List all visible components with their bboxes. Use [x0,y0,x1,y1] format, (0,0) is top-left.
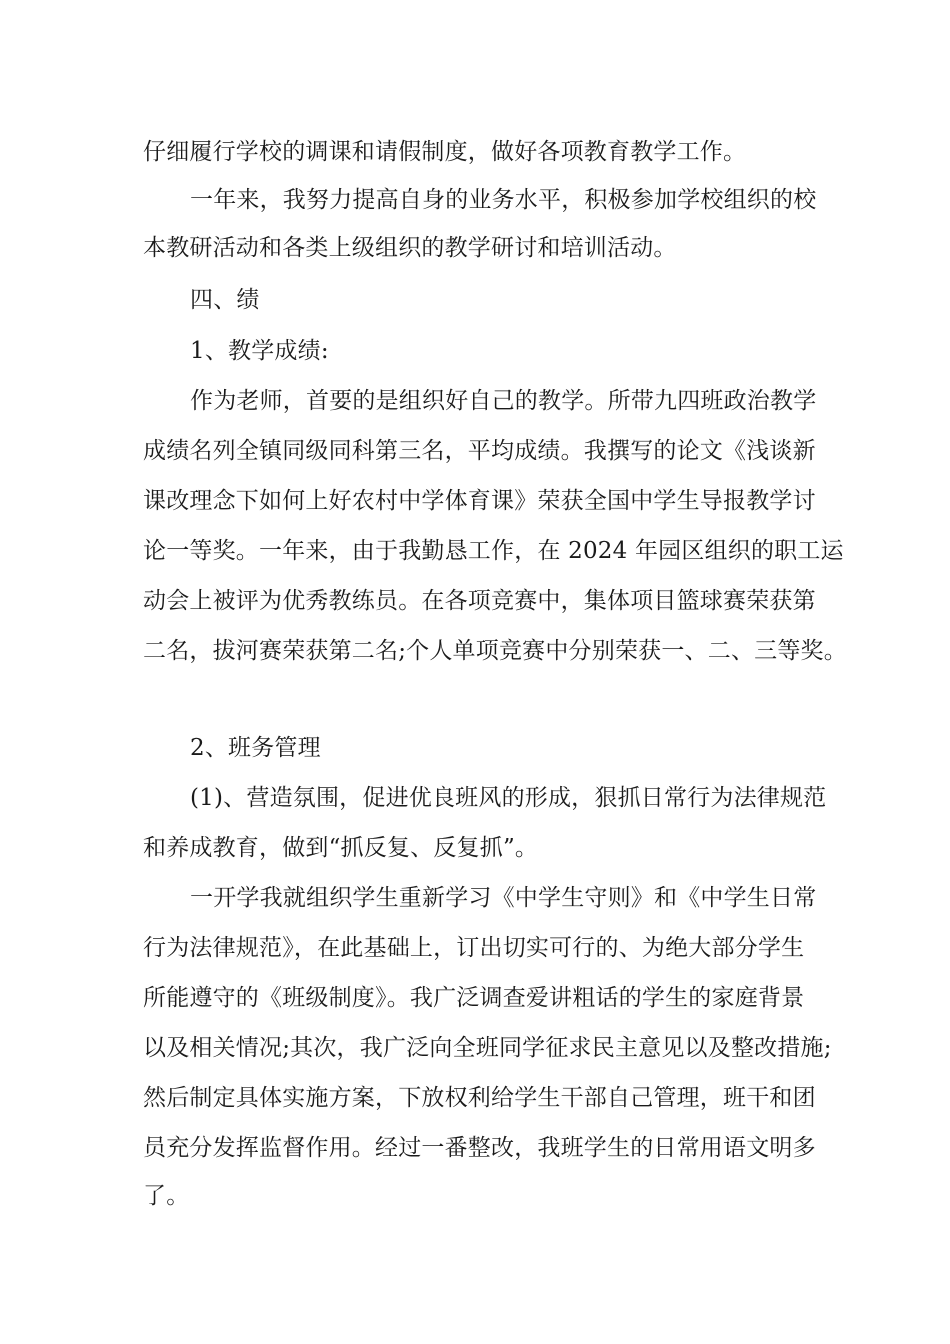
text-line: 员充分发挥监督作用。经过一番整改，我班学生的日常用语文明多 [143,1135,816,1161]
text-line: (1)、营造氛围，促进优良班风的形成，狠抓日常行为法律规范 [190,785,827,811]
text-line: 和养成教育，做到“抓反复、反复抓”。 [143,835,539,861]
text-line: 行为法律规范》，在此基础上，订出切实可行的、为绝大部分学生 [143,935,805,961]
text-line: 作为老师，首要的是组织好自己的教学。所带九四班政治教学 [190,388,817,414]
text-line: 本教研活动和各类上级组织的教学研讨和培训活动。 [143,235,677,261]
text-line: 动会上被评为优秀教练员。在各项竞赛中，集体项目篮球赛荣获第 [143,588,816,614]
text-line: 了。 [143,1183,190,1209]
text-line: 一年来，我努力提高自身的业务水平，积极参加学校组织的校 [190,187,817,213]
section-heading: 四、绩 [190,287,260,313]
subsection-heading: 2、班务管理 [190,735,321,761]
text-line: 课改理念下如何上好农村中学体育课》荣获全国中学生导报教学讨 [143,488,816,514]
text-line: 所能遵守的《班级制度》。我广泛调查爱讲粗话的学生的家庭背景 [143,985,805,1011]
text-line: 二名，拔河赛荣获第二名;个人单项竞赛中分别荣获一、二、三等奖。 [143,638,847,664]
text-line: 以及相关情况;其次，我广泛向全班同学征求民主意见以及整改措施; [143,1035,832,1061]
text-line: 论一等奖。一年来，由于我勤恳工作，在 2024 年园区组织的职工运 [143,538,844,564]
text-line: 成绩名列全镇同级同科第三名，平均成绩。我撰写的论文《浅谈新 [143,438,816,464]
text-line: 然后制定具体实施方案，下放权利给学生干部自己管理，班干和团 [143,1085,816,1111]
subsection-heading: 1、教学成绩: [190,338,329,364]
text-line: 一开学我就组织学生重新学习《中学生守则》和《中学生日常 [190,885,817,911]
text-line: 仔细履行学校的调课和请假制度，做好各项教育教学工作。 [143,139,747,165]
